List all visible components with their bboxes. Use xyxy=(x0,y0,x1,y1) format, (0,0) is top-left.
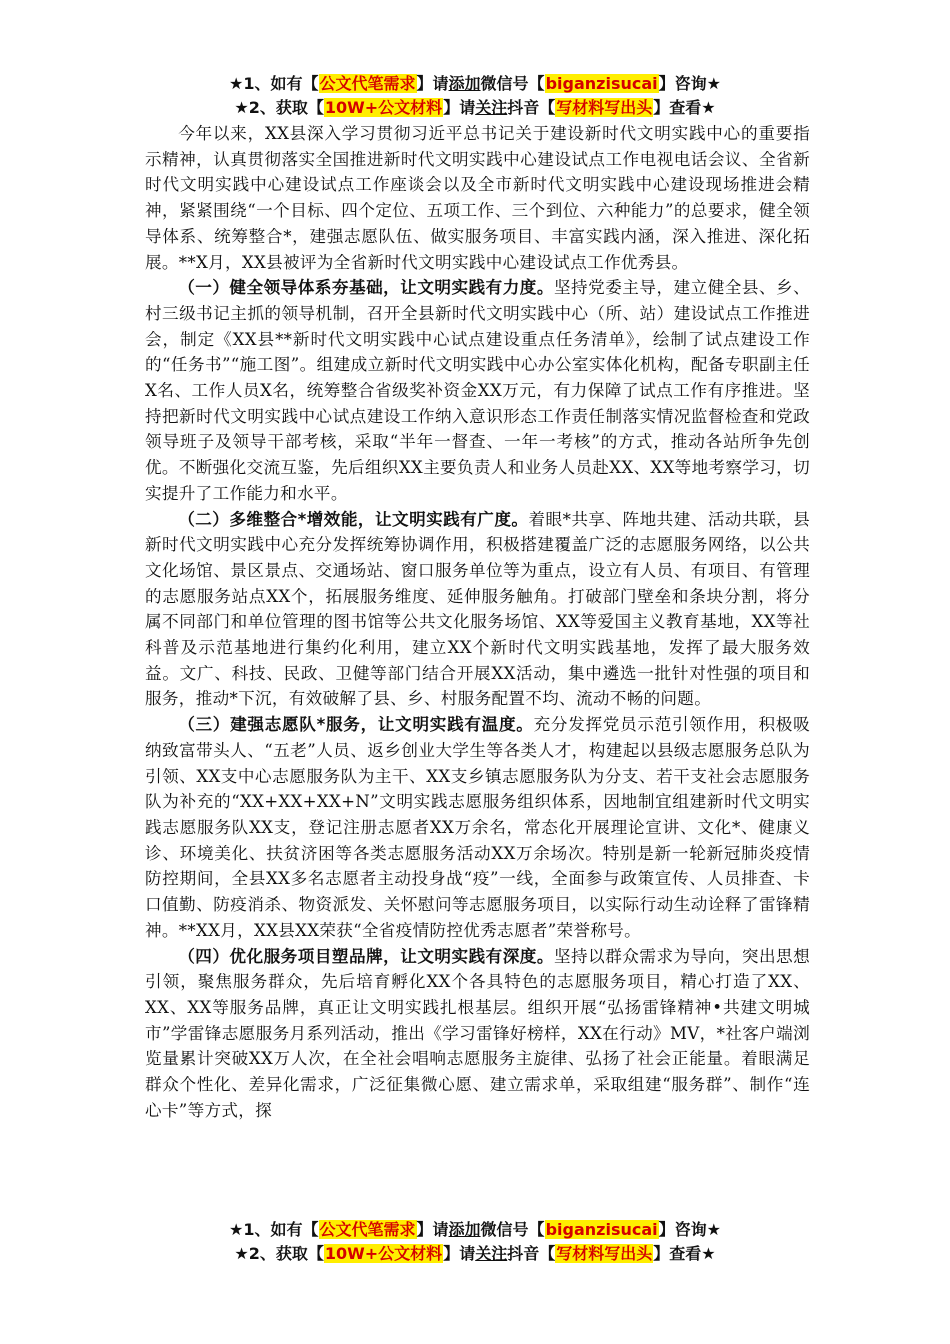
promo-line-2 xyxy=(0,1242,950,1266)
wechat-id-link[interactable]: biganzisucai xyxy=(545,1220,658,1239)
section-paragraph-4 xyxy=(145,944,810,1124)
promo-line-1 xyxy=(0,72,950,96)
promo-line-1 xyxy=(0,1218,950,1242)
promo-prefix: ★1、如有【 xyxy=(229,1220,319,1239)
promo-text: 抖音【 xyxy=(507,1244,556,1263)
promo-emphasis: 关注 xyxy=(475,1244,508,1263)
promo-prefix: ★2、获取【 xyxy=(234,98,324,117)
promo-highlight: 10W+公文材料 xyxy=(324,98,443,117)
intro-paragraph: 今年以来，XX县深入学习贯彻习近平总书记关于建设新时代文明实践中心的重要指示精神，认真贯彻落实全国推进新时代文明实践中心建设试点工作电视电话会议、全省新时代文明实践中心建设试点工作座谈会以及全市新时代文明实践中心建设现场推进会精神，紧紧围绕“一个目标、四个定位、五项工作、三个到位、六种能力”的总要求，健全领导体系、统筹整合*，建强志愿队伍、做实服务项目、丰富实践内涵，深入推进、深化拓展。**X月，XX县被评为全省新时代文明实践中心建设试点工作优秀县。 xyxy=(145,124,810,272)
promo-emphasis: 添加 xyxy=(448,74,481,93)
section-paragraph-1 xyxy=(145,275,810,506)
promo-text: 】请 xyxy=(416,1220,449,1239)
promo-text: 】请 xyxy=(443,98,476,117)
section-heading: （二）多维整合*增效能，让文明实践有广度。 xyxy=(178,509,529,529)
promo-banner-bottom xyxy=(0,1218,950,1266)
section-paragraph-3 xyxy=(145,712,810,943)
section-heading: （四）优化服务项目塑品牌，让文明实践有深度。 xyxy=(178,946,554,966)
promo-highlight: 10W+公文材料 xyxy=(324,1244,443,1263)
promo-highlight: 公文代笔需求 xyxy=(319,74,416,93)
section-text: 着眼*共享、阵地共建、活动共联，县新时代文明实践中心充分发挥统筹协调作用，积极搭建覆盖广泛的志愿服务网络，以公共文化场馆、景区景点、交通场站、窗口服务单位等为重点，设立有人员、有项目、有管理的志愿服务站点XX个，拓展服务维度、延伸服务触角。打破部门壁垒和条块分割，将分属不同部门和单位管理的图书馆等公共文化服务场馆、XX等爱国主义教育基地，XX等社科普及示范基地进行集约化利用，建立XX个新时代文明实践基地，发挥了最大服务效益。文广、科技、民政、卫健等部门结合开展XX活动，集中遴选一批针对性强的项目和服务，推动*下沉，有效破解了县、乡、村服务配置不均、流动不畅的问题。 xyxy=(145,509,810,709)
promo-text: 】请 xyxy=(416,74,449,93)
douyin-account-link[interactable]: 写材料写出头 xyxy=(556,98,653,117)
promo-banner-top xyxy=(0,72,950,120)
promo-suffix: 】咨询★ xyxy=(658,74,721,93)
promo-text: 】请 xyxy=(443,1244,476,1263)
promo-emphasis: 关注 xyxy=(475,98,508,117)
promo-suffix: 】咨询★ xyxy=(658,1220,721,1239)
promo-text: 微信号【 xyxy=(480,1220,545,1239)
section-paragraph-2 xyxy=(145,507,810,713)
wechat-id-link[interactable]: biganzisucai xyxy=(545,74,658,93)
promo-suffix: 】查看★ xyxy=(653,98,716,117)
douyin-account-link[interactable]: 写材料写出头 xyxy=(556,1244,653,1263)
section-heading: （一）健全领导体系夯基础，让文明实践有力度。 xyxy=(178,278,554,298)
promo-line-2 xyxy=(0,96,950,120)
document-body xyxy=(145,121,810,1123)
section-text: 坚持以群众需求为导向，突出思想引领，聚焦服务群众，先后培育孵化XX个各具特色的志愿服务项目，精心打造了XX、XX、XX等服务品牌，真正让文明实践扎根基层。组织开展“弘扬雷锋精神•共建文明城市”学雷锋志愿服务月系列活动，推出《学习雷锋好榜样，XX在行动》MV，*社客户端浏览量累计突破XX万人次，在全社会唱响志愿服务主旋律、弘扬了社会正能量。着眼满足群众个性化、差异化需求，广泛征集微心愿、建立需求单，采取组建“服务群”、制作“连心卡”等方式，探 xyxy=(145,946,810,1120)
section-text: 充分发挥党员示范引领作用，积极吸纳致富带头人、“五老”人员、返乡创业大学生等各类人才，构建起以县级志愿服务总队为引领、XX支中心志愿服务队为主干、XX支乡镇志愿服务队为分支、若干支社会志愿服务队为补充的“XX+XX+XX+N”文明实践志愿服务组织体系，因地制宜组建新时代文明实践志愿服务队XX支，登记注册志愿者XX万余名，常态化开展理论宣讲、文化*、健康义诊、环境美化、扶贫济困等各类志愿服务活动XX万余场次。特别是新一轮新冠肺炎疫情防控期间，全县XX多名志愿者主动投身战“疫”一线，全面参与政策宣传、人员排查、卡口值勤、防疫消杀、物资派发、关怀慰问等志愿服务项目，以实际行动生动诠释了雷锋精神。**XX月，XX县XX荣获“全省疫情防控优秀志愿者”荣誉称号。 xyxy=(145,715,810,940)
section-heading: （三）建强志愿队*服务，让文明实践有温度。 xyxy=(178,715,534,735)
promo-prefix: ★2、获取【 xyxy=(234,1244,324,1263)
promo-highlight: 公文代笔需求 xyxy=(319,1220,416,1239)
promo-text: 微信号【 xyxy=(480,74,545,93)
promo-emphasis: 添加 xyxy=(448,1220,481,1239)
promo-suffix: 】查看★ xyxy=(653,1244,716,1263)
section-text: 坚持党委主导，建立健全县、乡、村三级书记主抓的领导机制，召开全县新时代文明实践中心（所、站）建设试点工作推进会，制定《XX县**新时代文明实践中心试点建设重点任务清单》，绘制了试点建设工作的“任务书”“施工图”。组建成立新时代文明实践中心办公室实体化机构，配备专职副主任X名、工作人员X名，统筹整合省级奖补资金XX万元，有力保障了试点工作有序推进。坚持把新时代文明实践中心试点建设工作纳入意识形态工作责任制落实情况监督检查和党政领导班子及领导干部考核，采取“半年一督查、一年一考核”的方式，推动各站所争先创优。不断强化交流互鉴，先后组织XX主要负责人和业务人员赴XX、XX等地考察学习，切实提升了工作能力和水平。 xyxy=(145,278,810,503)
promo-prefix: ★1、如有【 xyxy=(229,74,319,93)
promo-text: 抖音【 xyxy=(507,98,556,117)
